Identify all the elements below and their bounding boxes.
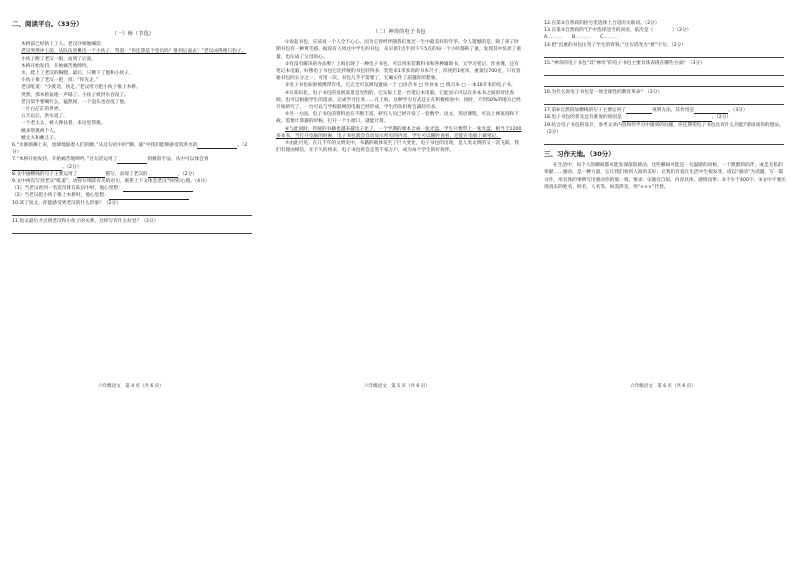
answer-blank[interactable]	[12, 164, 62, 171]
passage-paragraph-underlined: ⑥与此同时，传统的书籍也越来越电子化了，一个学期的课本合成一张光盘，学生只要带上一张光盘，相当于1200多本书，当打开电脑的时候，电子书包就会自动显示所有的内容，学生可以随时查看，还能在电脑上做笔记。	[276, 126, 522, 139]
question-6-score: 。（2分）	[12, 143, 248, 156]
exam-page-4	[0, 0, 262, 561]
question-17	[544, 107, 786, 114]
passage-paragraph: ⑤另一方面，电子书包的资料也在不断丰富。研究人员已经开发了一套数学、语文、英语课程，可以上网查询和下载。需要计算器的时候，打开一个小窗口，就能计算。	[276, 112, 519, 125]
passage-line: 小伙子瞪了老汉一眼，站到了后面。	[21, 56, 97, 62]
answer-line[interactable]	[544, 96, 784, 105]
answer-blank[interactable]	[622, 115, 712, 122]
passage-line: 老汉似乎要喊什么，猛然间，一个浪头也吞没了他。	[21, 99, 129, 105]
answer-blank[interactable]	[123, 185, 193, 192]
page-footer: 六年级语文 第 6 页（共 6 页）	[630, 384, 696, 389]
exam-page-5	[264, 0, 530, 561]
question-13-options: A.．．．．．． B.．．．．．． C.．．．．．．	[544, 35, 622, 41]
question-7-text-b: 的修辞手法，从中可以体会到	[147, 157, 209, 163]
passage-line-underlined: 老汉突然冲上前，从队伍里揪出一个小伙子，骂道：“你还算是个党员吗？排到后面去！”老汉凶得像只豹子。	[21, 49, 247, 55]
question-17-score: 。（3分）	[728, 108, 748, 114]
answer-blank[interactable]	[694, 107, 728, 114]
passage-line: 突然，那木桥轰地一声塌了。小伙子被洪水吞没了。	[21, 92, 129, 98]
question-10: 10.读了短文，你能感受到老汉的什么形象？（2分）	[12, 200, 121, 206]
section-title: 二、阅读平台。（33分）	[12, 20, 83, 28]
passage-paragraph: ①说起书包，应该说一个人全不心心，因为它曾经伴随我们度过一生中最美好的年华。令人遗憾的是，除了孩子时期书包有一种黄毛感。据说有人将这中学生的书包，从早晨7点半到下午5点的每一个小时都称了重。发现其中负担了重量，也压成了父母的心。	[276, 40, 522, 60]
answer-blank[interactable]	[197, 142, 237, 149]
page-footer: 六年级语文 第 5 页（共 6 页）	[364, 384, 430, 389]
question-8-text-b: 描写，表现了老汉的	[105, 171, 148, 177]
question-6-text: 6.“水渐渐蹿上来，放肆地舔着人们的腰。”从这句话中的“蹿、舔”中我们能够感受到洪水的	[12, 143, 198, 149]
question-16: 16.为什么说电子书包是一场全球性的教育革命？（2分）	[544, 90, 663, 96]
answer-blank[interactable]	[109, 193, 189, 200]
question-8	[12, 171, 254, 178]
passage-title: （二）神奇的电子书包	[372, 29, 426, 35]
question-18-text: 18.电子书包的普及还有难度的原因是	[544, 115, 622, 121]
question-6	[12, 142, 254, 156]
answer-line[interactable]	[12, 225, 252, 234]
question-8-text: 8.文中画横线的句子主要运用了	[12, 171, 78, 177]
question-9-2-text: （2）当老汉把小伙子推上木桥时，他心里想：	[12, 193, 109, 199]
essay-prompt: 在生活中，每个人的瞬间都可能发深深的感动，这些瞬间可能是一句温暖的问候，一个默默的陪伴，或是无私的奉献……感动，是一种力量，它让我们看到人间的美好，让我们有爱在生活中生根发芽。请以“感动”为话题，写一篇习作，用具体的事例写出感动你的那一刻。要求：①题目自拟，内容具体，感情真挚；②不少于400字；③文中不要出现真实的姓名、校名、人名等，如需涉及，用“×××”代替。	[544, 163, 786, 190]
answer-blank[interactable]	[77, 171, 105, 178]
question-7	[12, 156, 254, 170]
page-4-content	[12, 20, 254, 236]
passage-line: 水，爬上了老汉的胸膛。最后，只剩下了他和小伙子。	[21, 71, 134, 77]
passage-line: 一个老太太，被人搀扶着，来这里祭奠。	[21, 121, 106, 127]
passage-line: 小伙子推了老汉一把，说：“你先走。”	[21, 78, 99, 84]
page-footer: 六年级语文 第 4 页（共 6 页）	[98, 384, 164, 389]
passage-line: 她丈夫和她儿子。	[21, 135, 59, 141]
exam-page-6	[532, 0, 794, 561]
passage-line: 一片白茫茫的世界。	[21, 107, 64, 113]
question-9: 9.文中两次写到老汉“吼道”，请你仔细读有关的语句，联系上下文体会老汉当时的心理。（4分）	[12, 179, 210, 185]
answer-line[interactable]	[544, 49, 784, 58]
answer-line[interactable]	[544, 78, 784, 87]
question-17-text: 17.第⑥自然段加横线的句子主要运用了	[544, 108, 626, 114]
passage-paragraph: ②有没有解决的办法呢？上海出现了一种电子书包，可以用来装教科书和各种辅助书，又学习笔记、作业簿，还有笔记本电脑，好像电子书包它比传统的书包轻得多，装进来1米多高的书本尺寸，厚度约1厘米，重量仅700克，只有普通书包的五分之一，可用一次。书包几乎不需要了，它确实作了超越你的想象。	[276, 61, 521, 82]
page-6-content	[544, 20, 786, 191]
question-11: 11.短文最后才点明老汉和小伙子的关系，这样写有什么好处？（2分）	[12, 218, 159, 224]
passage-paragraph: ③电子书包如果被携带有电，它完全可以被设置成一个 □语音书 □ 作业本 □ 练习本 □ 一本16开本的电子书。	[285, 83, 516, 89]
question-18	[544, 114, 786, 121]
question-13: 13.在第③自然段的“[]”中选择适当的词语，依次是（ ）（2分）	[544, 28, 692, 34]
answer-blank[interactable]	[117, 157, 147, 164]
question-18-score: 。（2分）	[711, 115, 732, 121]
answer-blank[interactable]	[626, 107, 652, 114]
page-5-content	[276, 20, 522, 154]
question-7-text: 7.“木桥开始发抖，开始痛苦地呻吟。”这句话运用了	[12, 157, 118, 163]
question-8-score: 。（2分）	[177, 171, 198, 177]
answer-blank[interactable]	[148, 171, 178, 178]
passage-line: 五天以后，洪水退了。	[21, 114, 68, 120]
question-9-2	[12, 192, 254, 199]
passage-line: 木桥开始发抖，开始痛苦地呻吟。	[21, 63, 92, 69]
passage-line: 老汉吼道：“少废话，快走。”老汉用力把小伙子推上木桥。	[21, 85, 141, 91]
answer-line[interactable]	[12, 207, 252, 216]
section-title: 三、习作天地。（30分）	[544, 150, 615, 159]
answer-line[interactable]	[544, 136, 784, 145]
answer-line[interactable]	[544, 67, 784, 76]
question-17-text-b: 说明方法，其作用是	[651, 108, 695, 114]
passage-line: 木桥前已经挤上了人。老汉沙哑地喊话：	[21, 42, 106, 48]
question-14: 14.把“沉重的书包压弯了学生的背脊。”这句话改为“被”字句。（2分）	[544, 42, 687, 48]
question-9-1-text: （1）当老汉看到一名党员排在队伍中时，他心里想：	[12, 186, 123, 192]
question-15: 15.“神奇的电子书包”其“神奇”的电子书包主要具体表现在哪些方面？（3分）	[544, 60, 705, 66]
passage-paragraph: ④在知识化、电子书包的发展前景是光明的，它实际上是一台笔记本电脑，它能显示可以在多本书之间的对比查阅。也可以根据学生的需求，完成学习任务……在上海，这种学习方式还正在积极推进中。同时，不到50%的地方已经开始研究了，一台可以与学校联网的电脑已经形成，学生的负担将会减轻许多。	[276, 90, 521, 111]
question-9-1	[12, 185, 254, 192]
question-12: 12.在第②自然段的括号里选择上合适的关联词。（2分）	[544, 21, 660, 26]
passage-line: 她来祭奠两个人。	[21, 128, 59, 134]
passage-title: （一）桥（节选）	[111, 31, 155, 37]
passage-paragraph: ⑦由此可见，在几千年的文明史中，书籍的载体发生了巨大变化，电子书包的出现，是人类文明的又一次飞跃。我们有理由相信，在不久的将来，电子书包将会走进千家万户，成为每个学生的好伙伴。	[276, 141, 519, 154]
question-7-score: 。（2分）	[62, 164, 82, 170]
question-19: 19.结合电子书包的设计，参考文章内容和你学习中遇到的问题，你还期望电子书包具有什么功能?请谈谈你的想法。（2分）	[544, 122, 784, 135]
